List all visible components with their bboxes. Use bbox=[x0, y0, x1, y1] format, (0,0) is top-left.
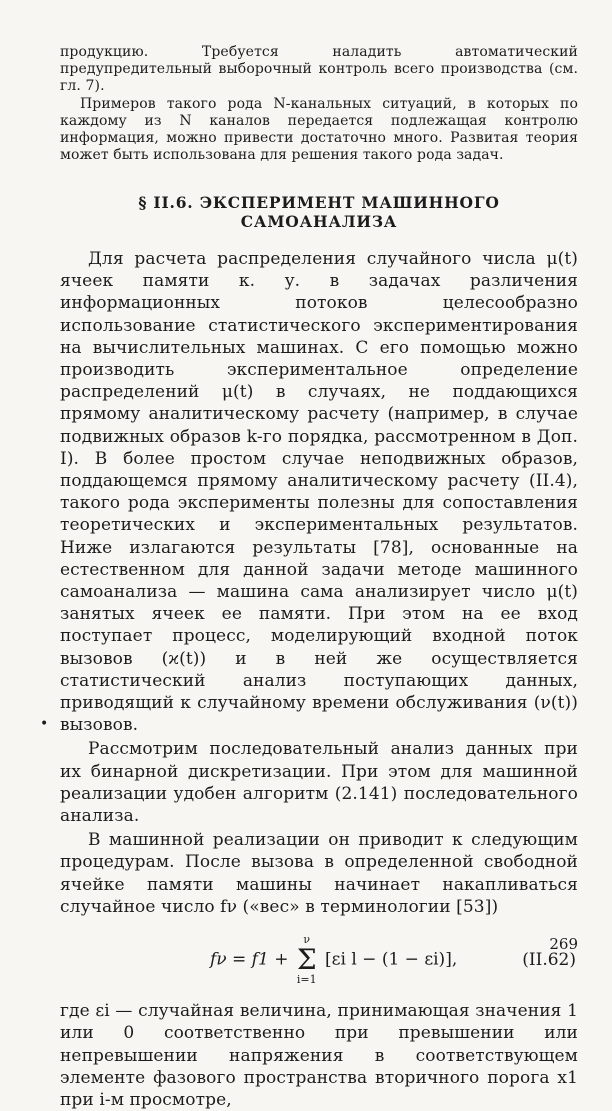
summation-sign: ν Σ i=1 bbox=[296, 933, 317, 987]
equation-II-62 bbox=[60, 920, 578, 998]
equation-number: (II.62) bbox=[522, 950, 576, 971]
body-paragraph-3: В машинной реализации он приводит к следующим процедурам. После вызова в определенной свободной ячейке памяти машины начинает накапливаться случайное число fν («вес» в терминологии [53]) bbox=[60, 830, 578, 917]
page-number: 269 bbox=[549, 935, 578, 953]
sum-lower-limit: i=1 bbox=[296, 973, 317, 987]
body-paragraph-2: Рассмотрим последовательный анализ данных при их бинарной дискретизации. При этом для машинной реализации удобен алгоритм (2.141) последовательного анализа. bbox=[60, 739, 578, 827]
body-paragraph-1: Для расчета распределения случайного числа μ(t) ячеек памяти к. у. в задачах различения информационных потоков целесообразно использование статистического экспериментирования на вычислительных машинах. С его помощью можно производить экспериментальное определение распределений μ(t) в случаях, не поддающихся прямому аналитическому расчету (например, в случае подвижных образов k-го порядка, рассмотренном в Доп. I). В более простом случае неподвижных образов, поддающемся прямому аналитическому расчету (II.4), такого рода эксперименты полезны для сопоставления теоретических и экспериментальных результатов. Ниже излагаются результаты [78], основанные на естественном для данной задачи методе машинного самоанализа — машина сама анализирует число μ(t) занятых ячеек ее памяти. При этом на ее вход поступает процесс, моделирующий входной поток вызовов (ϰ(t)) и в ней же осуществляется статистический анализ поступающих данных, приводящий к случайному времени обслуживания (ν(t)) вызовов. bbox=[60, 249, 578, 736]
margin-mark: • bbox=[40, 716, 49, 732]
section-heading: § II.6. ЭКСПЕРИМЕНТ МАШИННОГО САМОАНАЛИЗА bbox=[138, 193, 500, 231]
equation-expression bbox=[210, 934, 457, 986]
sum-body: [εi l − (1 − εi)], bbox=[325, 949, 458, 970]
top-paragraph-1: продукцию. Требуется наладить автоматический предупредительный выборочный контроль всего производства (см. гл. 7). bbox=[60, 44, 578, 94]
equation-lhs: fν = f1 + bbox=[210, 949, 289, 970]
page-body bbox=[60, 44, 578, 1111]
after-formula-paragraph: где εi — случайная величина, принимающая значения 1 или 0 соответственно при превышении или непревышении напряжения в соответствующем элементе фазового пространства вторичного порога x1 при i-м просмотре, bbox=[60, 1001, 578, 1110]
sum-upper-limit: ν bbox=[303, 933, 311, 947]
top-paragraph-2: Примеров такого рода N-канальных ситуаций, в которых по каждому из N каналов передается подлежащая контролю информация, можно привести достаточно много. Развитая теория может быть использована для решения такого рода задач. bbox=[60, 96, 578, 163]
